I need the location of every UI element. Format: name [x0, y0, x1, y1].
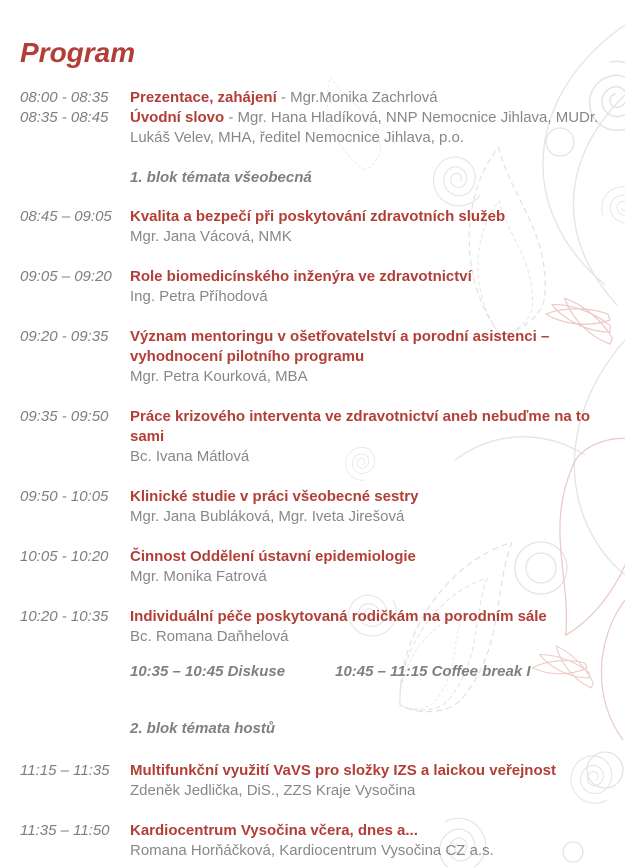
session-row	[20, 547, 625, 587]
session-time: 11:35 – 11:50	[20, 822, 110, 839]
session-title: Kvalita a bezpečí při poskytování zdravotních služeb	[130, 208, 506, 225]
session-time: 11:15 – 11:35	[20, 762, 110, 779]
session-row	[20, 267, 625, 307]
session-title: Úvodní slovo	[130, 109, 225, 126]
session-time: 08:35 - 08:45	[20, 109, 109, 126]
session-title: Prezentace, zahájení	[130, 89, 277, 106]
break-time: 10:35 – 10:45	[130, 663, 224, 680]
session-title: Role biomedicínského inženýra ve zdravotnictví	[130, 268, 472, 285]
session-title: Multifunkční využití VaVS pro složky IZS a laickou veřejnost	[130, 762, 556, 779]
session-row	[20, 407, 625, 467]
session-time: 10:20 - 10:35	[20, 608, 109, 625]
session-row	[20, 327, 625, 387]
session-row	[20, 607, 625, 647]
break-item	[335, 662, 530, 682]
session-row	[20, 487, 625, 527]
session-time: 09:20 - 09:35	[20, 328, 109, 345]
session-title: Práce krizového interventa ve zdravotnictví aneb nebuďme na to sami	[130, 408, 591, 445]
session-group	[20, 88, 625, 148]
break-label: Coffee break I	[431, 663, 531, 680]
block-label: 1. blok témata všeobecná	[130, 169, 312, 186]
session-speaker: - Mgr.Monika Zachrlová	[280, 89, 438, 106]
page-title: Program	[20, 37, 136, 68]
session-speaker: Mgr. Petra Kourková, MBA	[130, 368, 308, 385]
session-body	[130, 547, 602, 587]
session-body	[130, 487, 602, 527]
session-body	[130, 607, 602, 647]
session-title: Individuální péče poskytovaná rodičkám na porodním sále	[130, 608, 547, 625]
session-speaker: Romana Horňáčková, Kardiocentrum Vysočina CZ a.s.	[130, 842, 494, 859]
break-item	[130, 662, 285, 682]
session-speaker: Ing. Petra Příhodová	[130, 288, 268, 305]
session-row	[20, 108, 625, 148]
session-time: 10:05 - 10:20	[20, 548, 109, 565]
session-speaker: Mgr. Jana Bubláková, Mgr. Iveta Jirešová	[130, 508, 405, 525]
session-title: Klinické studie v práci všeobecné sestry	[130, 488, 419, 505]
session-time: 08:45 – 09:05	[20, 208, 112, 225]
session-speaker: - Mgr. Hana Hladíková, NNP Nemocnice Jihlava, MUDr. Lukáš Velev, MHA, ředitel Nemocnice Jihlava, p.o.	[130, 109, 599, 146]
session-row	[20, 207, 625, 247]
session-body	[130, 267, 602, 307]
session-speaker: Mgr. Monika Fatrová	[130, 568, 267, 585]
session-row	[20, 88, 625, 108]
session-row	[20, 761, 625, 801]
break-row	[130, 662, 625, 682]
break-label: Diskuse	[227, 663, 286, 680]
session-body	[130, 761, 602, 801]
session-speaker: Bc. Ivana Mátlová	[130, 448, 250, 465]
session-speaker: Bc. Romana Daňhelová	[130, 628, 289, 645]
session-body	[130, 821, 602, 861]
session-body	[130, 407, 602, 467]
session-body	[130, 88, 602, 108]
session-speaker: Mgr. Jana Vácová, NMK	[130, 228, 292, 245]
session-title: Činnost Oddělení ústavní epidemiologie	[130, 548, 416, 565]
break-time: 10:45 – 11:15	[335, 663, 428, 680]
session-body	[130, 327, 602, 387]
block-label: 2. blok témata hostů	[130, 720, 276, 737]
session-body	[130, 207, 602, 247]
session-time: 09:05 – 09:20	[20, 268, 112, 285]
session-body	[130, 108, 602, 148]
session-time: 08:00 - 08:35	[20, 89, 109, 106]
session-time: 09:35 - 09:50	[20, 408, 109, 425]
session-speaker: Zdeněk Jedlička, DiS., ZZS Kraje Vysočina	[130, 782, 416, 799]
session-time: 09:50 - 10:05	[20, 488, 109, 505]
schedule	[20, 88, 625, 861]
session-row	[20, 821, 625, 861]
session-title: Význam mentoringu v ošetřovatelství a porodní asistenci – vyhodnocení pilotního programu	[130, 328, 550, 365]
session-title: Kardiocentrum Vysočina včera, dnes a...	[130, 822, 418, 839]
